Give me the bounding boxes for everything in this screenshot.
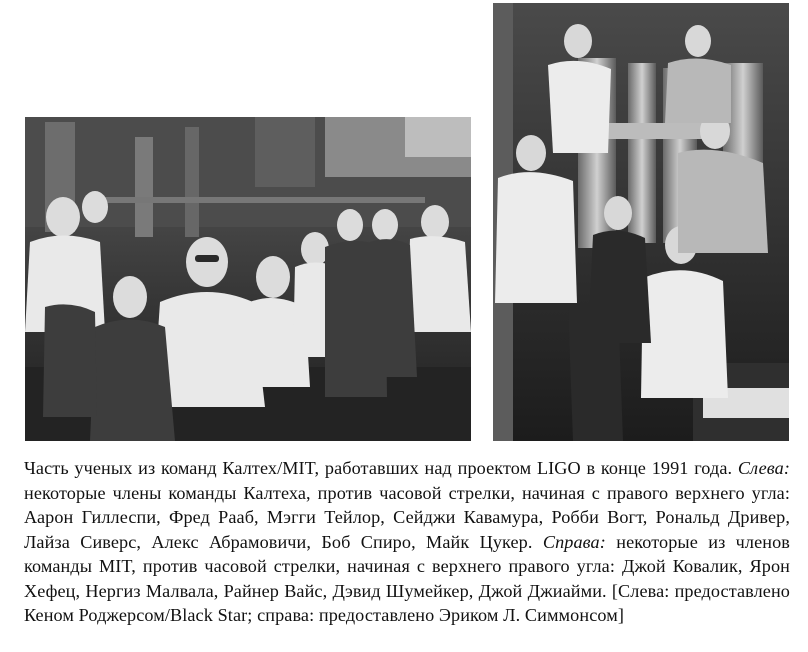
caption-credits: [Слева: предоставлено Кеном Роджерсом/Black Star; справа: предоставлено Эриком Л. Симмонсом]: [24, 580, 790, 625]
caption-left-label: Слева:: [737, 458, 790, 478]
caption-right-text: некоторые из членов команды MIT, против часовой стрелки, начиная с верхнего правого угла: Джой Ковалик, Ярон Хефец, Нергиз Малвала, Райнер Вайс, Дэвид Шумейкер, Джой Джиайми.: [24, 531, 790, 601]
photo-caption: [24, 456, 790, 628]
caption-right-label: Справа:: [542, 531, 606, 552]
right-photo-mit-team: [493, 3, 789, 441]
caption-left-text: некоторые члены команды Калтеха, против часовой стрелки, начиная с правого верхнего угла: Аарон Гиллеспи, Фред Рааб, Мэгги Тейлор, Сейджи Кавамура, Робби Вогт, Рональд Дривер, Лайза Сиверс, Алекс Абрамовичи, Боб Спиро, Майк Цукер.: [24, 482, 790, 552]
left-photo-caltech-team: [25, 117, 471, 441]
caption-intro: Часть ученых из команд Калтех/MIT, работавших над проектом LIGO в конце 1991 года.: [24, 458, 733, 478]
